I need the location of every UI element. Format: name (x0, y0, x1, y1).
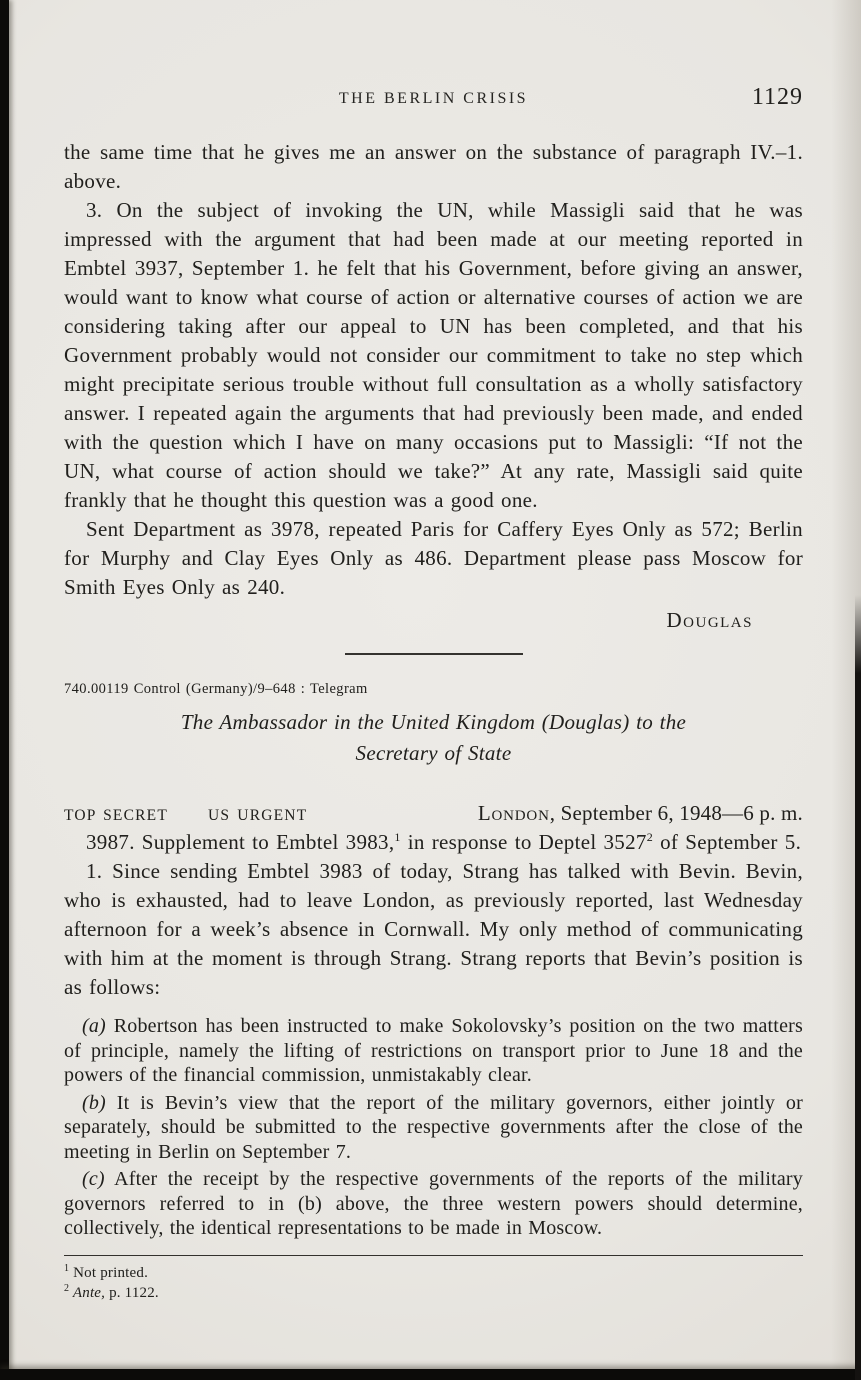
signature-douglas: Douglas (666, 608, 753, 632)
paragraph-c (64, 1167, 803, 1241)
scan-edge-left (0, 0, 9, 1380)
paragraph-1: 1. Since sending Embtel 3983 of today, Strang has talked with Bevin. Bevin, who is exhausted, had to leave London, as previously reported, last Wednesday afternoon for a week’s absence in Cornwall. My only method of communicating with him at the moment is through Strang. Strang reports that Bevin’s position is as follows: (64, 859, 803, 999)
footnote-ref-2: 2 (646, 830, 654, 844)
footnote-1 (64, 1263, 803, 1283)
page-number: 1129 (751, 84, 803, 110)
document-title-line2: Secretary of State (355, 741, 512, 765)
item-text-b: It is Bevin’s view that the report of the military governors, either jointly or separately, should be submitted to the respective governments after the close of the meeting in Berlin on September 7. (64, 1091, 803, 1163)
item-label-a: (a) (82, 1015, 106, 1037)
dateline-rest: , September 6, 1948—6 p. m. (549, 801, 803, 825)
document-title-line1: The Ambassador in the United Kingdom (Douglas) to the (180, 710, 687, 734)
paragraph-3987 (64, 828, 803, 857)
paragraph-a (64, 1014, 803, 1088)
footnote-2-marker: 2 (64, 1282, 70, 1294)
item-text-a: Robertson has been instructed to make Sokolovsky’s position on the two matters of principle, namely the lifting of restrictions on transport prior to June 18 and the powers of the financial commission, unmistakably clear. (64, 1015, 803, 1086)
paragraph-3: 3. On the subject of invoking the UN, while Massigli said that he was impressed with the argument that had been made at our meeting reported in Embtel 3937, September 1. he felt that his Government, before giving an answer, would want to know what course of action or alternative courses of action we are considering taking after our appeal to UN has been completed, and that his Government probably would not consider our commitment to take no step which might precipitate serious trouble without full consultation as a wholly satisfactory answer. I repeated again the arguments that had previously been made, and ended with the question which I have on many occasions put to Massigli: “If not the UN, what course of action should we take?” At any rate, Massigli said quite frankly that he thought this question was a good one. (64, 198, 803, 512)
text-run: in response to Deptel 3527 (400, 830, 647, 854)
footnote-1-marker: 1 (64, 1262, 70, 1274)
footnote-2-text: p. 1122. (105, 1284, 159, 1301)
section-divider-rule (345, 653, 523, 655)
item-label-c: (c) (82, 1168, 105, 1190)
footnote-2 (64, 1283, 803, 1303)
classification-label: TOP SECRET (64, 807, 169, 824)
dateline (478, 801, 803, 826)
scan-edge-bottom (0, 1369, 861, 1380)
classification-row (64, 801, 803, 826)
scan-edge-right (855, 595, 861, 1380)
footnote-ref-1: 1 (394, 830, 401, 844)
priority-label: US URGENT (208, 807, 308, 824)
classification-group (64, 807, 307, 825)
paragraph-sent-department: Sent Department as 3978, repeated Paris for Caffery Eyes Only as 572; Berlin for Murphy and Clay Eyes Only as 486. Department please pass Moscow for Smith Eyes Only as 240. (64, 517, 803, 599)
dateline-place: London (477, 801, 550, 825)
running-head (64, 84, 803, 118)
item-text-c: After the receipt by the respective governments of the reports of the military governors referred to in (b) above, the three western powers should determine, collectively, the identical representations to be made in Moscow. (64, 1168, 803, 1239)
running-title: THE BERLIN CRISIS (338, 90, 529, 107)
document-title (64, 707, 803, 769)
footnote-1-text: Not printed. (69, 1264, 149, 1281)
text-run: of September 5. (653, 830, 802, 854)
footnote-2-italic: Ante, (69, 1284, 106, 1301)
text-run: 3987. Supplement to Embtel 3983, (86, 830, 395, 854)
item-label-b: (b) (82, 1091, 106, 1114)
footnotes (64, 1255, 803, 1303)
footnote-separator-rule (64, 1255, 803, 1256)
document-citation: 740.00119 Control (Germany)/9–648 : Telegram (64, 681, 368, 697)
paragraph-continuation: the same time that he gives me an answer on the substance of paragraph IV.–1. above. (64, 140, 803, 193)
paragraph-b (64, 1091, 803, 1165)
